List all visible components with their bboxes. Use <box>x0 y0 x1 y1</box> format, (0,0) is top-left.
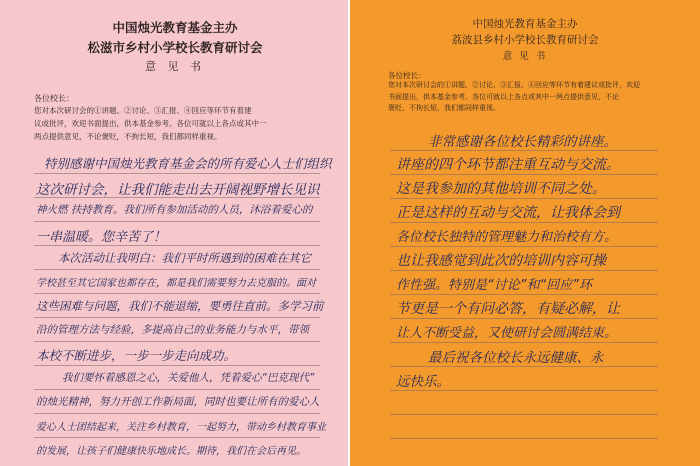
ruled-line <box>390 270 658 271</box>
ruled-line <box>34 245 320 246</box>
ruled-line <box>34 269 320 270</box>
handwritten-line: 爱心人士团结起来，关注乡村教育，一起努力，带动乡村教育事业 <box>36 422 326 433</box>
form-header-event: 荔波县乡村小学校长教育研讨会 <box>451 34 599 46</box>
handwritten-line: 让人不断受益，又使研讨会圆满结束。 <box>396 326 618 341</box>
ruled-line <box>390 342 658 343</box>
handwritten-line: 本校不断进步，一步一步走向成功。 <box>36 348 237 363</box>
form-header-organizer: 中国烛光教育基金主办 <box>472 18 578 30</box>
handwritten-line: 远快乐。 <box>396 374 450 390</box>
ruled-line <box>34 365 320 366</box>
instruction-line: 您对本次研讨会的①讲题、②讨论、③汇报、④回应等环节有着建 <box>34 106 252 115</box>
salutation: 各位校长： <box>388 71 426 80</box>
ruled-line <box>34 173 320 174</box>
instruction-line: 褒贬，不拘长短，我们都同样重视。 <box>388 104 500 112</box>
ruled-line <box>390 390 658 391</box>
instruction-line: 书面提出，供本基金参考。各位可就以上各点或其中一两点提供意见，不论 <box>388 92 619 101</box>
handwritten-line: 作性强。特别是“讨论”和“回应”环 <box>396 278 592 293</box>
ruled-line <box>390 150 658 151</box>
handwritten-line: 节更是一个有问必答，有疑必解，让 <box>396 301 620 317</box>
salutation: 各位校长： <box>34 94 74 103</box>
form-instructions <box>34 104 320 144</box>
handwritten-line: 这次研讨会，让我们能走出去开阔视野增长见识 <box>36 182 320 198</box>
handwritten-line: 我们要怀着感恩之心，关爱他人，凭着爱心“巴克现代” <box>62 372 315 384</box>
handwritten-line: 沿的管理方法与经验，多提高自己的业务能力与水平，带领 <box>36 324 309 336</box>
handwritten-line: 学校甚至其它国家也都存在，都是我们需要努力去克服的。面对 <box>36 278 316 289</box>
ruled-line <box>34 389 320 390</box>
ruled-line <box>34 293 320 294</box>
instruction-line: 您对本次研讨会的①讲题、②讨论、③汇报、④回应等环节有着建议或批评，欢迎 <box>388 81 640 89</box>
form-header-doc-type: 意 见 书 <box>145 60 205 73</box>
handwritten-line: 一串温暖。您辛苦了！ <box>36 230 167 245</box>
ruled-line <box>390 294 658 295</box>
ruled-line <box>390 198 658 199</box>
ruled-line <box>390 438 658 439</box>
handwritten-line: 特别感谢中国烛光教育基金会的所有爱心人士们组织 <box>44 156 332 171</box>
instruction-line: 两点提供意见，不论褒贬，不拘长短，我们都同样重视。 <box>34 132 222 142</box>
handwritten-line: 本次活动让我明白：我们平时所遇到的困难在其它 <box>58 251 311 265</box>
handwritten-line: 各位校长独特的管理魅力和治校有方。 <box>396 230 618 245</box>
form-header-organizer: 中国烛光教育基金主办 <box>112 20 238 35</box>
ruled-line <box>390 174 658 175</box>
handwritten-line: 非常感谢各位校长精彩的讲座。 <box>428 134 617 150</box>
handwritten-line: 这些困难与问题，我们不能退缩，要勇往直前。多学习前 <box>36 299 324 313</box>
ruled-line <box>390 366 658 367</box>
ruled-line <box>34 437 320 438</box>
handwritten-line: 正是这样的互动与交流，让我体会到 <box>396 205 620 221</box>
ruled-line <box>390 318 658 319</box>
handwritten-line: 这是我参加的其他培训不同之处。 <box>396 181 606 197</box>
handwritten-line: 也让我感觉到此次的培训内容可操 <box>396 253 606 269</box>
ruled-line <box>390 246 658 247</box>
form-instructions <box>388 80 678 115</box>
form-header-doc-type: 意 见 书 <box>502 51 548 62</box>
form-header-event: 松滋市乡村小学校长教育研讨会 <box>87 40 263 55</box>
ruled-line <box>34 341 320 342</box>
ruled-line <box>34 317 320 318</box>
ruled-line <box>390 222 658 223</box>
handwritten-line: 的发展，让孩子们健康快乐地成长。期待，我们在会后再见。 <box>36 446 306 457</box>
handwritten-line: 神火燃 扶持教育。我们所有参加活动的人员，沐浴着爱心的 <box>36 204 313 216</box>
ruled-line <box>390 414 658 415</box>
ruled-line <box>34 413 320 414</box>
ruled-line <box>34 221 320 222</box>
handwritten-line: 最后祝各位校长永远健康、永 <box>428 350 604 366</box>
handwritten-line: 讲座的四个环节都注重互动与交流。 <box>396 157 620 173</box>
instruction-line: 议或批评，欢迎书面提出，供本基金参考。各位可就以上各点或其中一 <box>34 119 267 129</box>
handwritten-line: 的烛光精神，努力开创工作新局面，同时也要让所有的爱心人 <box>36 396 320 408</box>
